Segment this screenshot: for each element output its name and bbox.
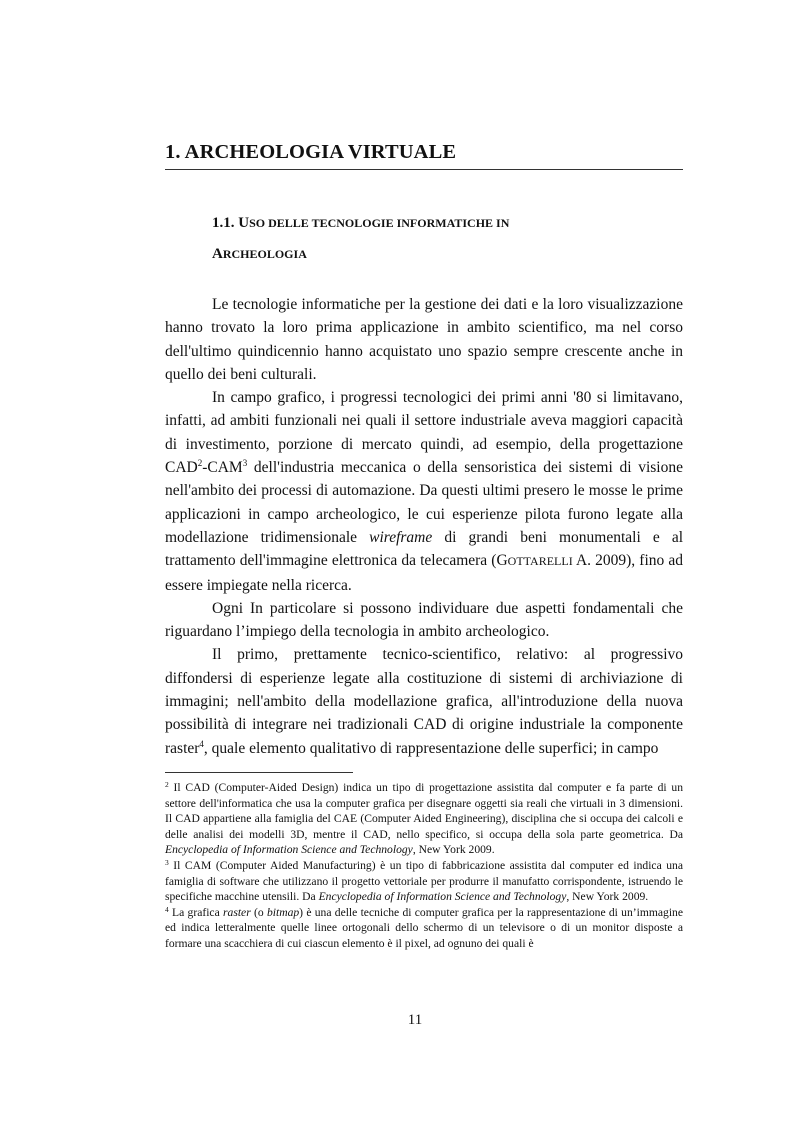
footnote-ref-3: 3 xyxy=(242,458,248,469)
page-number: 11 xyxy=(407,1012,423,1028)
paragraph-4-part-b: , quale elemento qualitativo di rappresentazione delle superfici; in campo xyxy=(203,739,659,757)
bitmap-term: bitmap xyxy=(266,905,300,919)
footnote-4-text-c: ) è una delle tecniche di computer grafica per la rappresentazione di un’immagine ed indica letteralmente quelle linee ortogonali dello schermo di un televisore o di un monitor disposte a formare una scacchiera di cui ciascun elemento è il pixel, ad ognuno dei quali è xyxy=(165,905,683,950)
footnote-3-number: 3 xyxy=(165,857,169,867)
footnote-2-source: Encyclopedia of Information Science and Technology xyxy=(165,843,413,857)
footnote-2-number: 2 xyxy=(165,780,169,789)
footnote-4 xyxy=(165,905,683,952)
paragraph-2 xyxy=(165,386,683,597)
footnote-3-source: Encyclopedia of Information Science and Technology xyxy=(318,890,567,904)
footnote-separator xyxy=(165,772,353,773)
wireframe-term: wireframe xyxy=(369,528,433,546)
paragraph-2-part-d: di grandi beni monumentali e al trattamento dell'immagine elettronica da telecamera ( xyxy=(165,528,684,570)
section-heading-line-1 xyxy=(212,215,683,232)
section-number: 1.1. xyxy=(212,215,239,231)
paragraph-2-part-b: -CAM xyxy=(202,459,243,477)
footnote-4-text-b: (o xyxy=(250,905,267,919)
section-heading-line-2 xyxy=(212,246,683,263)
footnotes xyxy=(165,780,683,952)
paragraph-2-part-c: dell'industria meccanica o della sensoristica dei sistemi di visione nell'ambito dei processi di automazione. Da questi ultimi presero le mosse le prime applicazioni in campo archeologico, le cui esperienze pilota furono legate alla modellazione tridimensionale xyxy=(165,459,683,546)
paragraph-4 xyxy=(165,643,683,759)
footnote-3 xyxy=(165,858,683,905)
section-heading-smallcaps-2: RCHEOLOGIA xyxy=(222,247,307,261)
footnote-ref-4: 4 xyxy=(199,738,204,749)
paragraph-3: Ogni In particolare si possono individuare due aspetti fondamentali che riguardano l’impiego della tecnologia in ambito archeologico. xyxy=(165,599,683,641)
citation-author-smallcaps: OTTARELLI xyxy=(507,554,573,569)
section-heading-smallcaps: SO DELLE TECNOLOGIE INFORMATICHE IN xyxy=(249,216,510,230)
body-text xyxy=(165,293,683,760)
footnote-2-text-b: , New York 2009. xyxy=(412,843,495,857)
section-heading-initial: U xyxy=(238,215,250,231)
paragraph-1: Le tecnologie informatiche per la gestione dei dati e la loro visualizzazione hanno trovato la loro prima applicazione in ambito scientifico, ma nel corso dell'ultimo quindicennio hanno acquistato uno spazio sempre crescente anche in quello dei beni culturali. xyxy=(165,296,683,383)
footnote-2 xyxy=(165,780,683,858)
paragraph-2-part-e: A. 2009), fino ad essere impiegate nella ricerca. xyxy=(165,552,683,594)
chapter-rule xyxy=(165,169,683,170)
footnote-3-text-b: , New York 2009. xyxy=(566,890,649,904)
footnote-2-text-a: Il CAD (Computer-Aided Design) indica un tipo di progettazione assistita dal computer e fa parte di un settore dell'informatica che usa la computer grafica per disegnare oggetti sia reali che virtuali in 3 dimensioni. Il CAD appartiene alla famiglia del CAE (Computer Aided Engineering), disciplina che si occupa dei calcoli e delle analisi dei modelli 3D, mentre il CAD, nello specifico, si occupa della sola parte geometrica. Da xyxy=(165,781,683,841)
raster-term: raster xyxy=(223,905,251,919)
section-heading-initial-2: A xyxy=(212,246,223,262)
footnote-4-number: 4 xyxy=(165,904,169,914)
chapter-title: 1. ARCHEOLOGIA VIRTUALE xyxy=(165,141,457,163)
citation-author-initial: G xyxy=(496,552,508,570)
footnote-4-text-a: La grafica xyxy=(168,905,224,919)
footnote-3-text-a: Il CAM (Computer Aided Manufacturing) è un tipo di fabbricazione assistita dal computer ed indica una famiglia di software che utilizzano il progetto vettoriale per produrre il manufatto corrispondente, istruendo le specifiche macchine utensili. Da xyxy=(165,858,683,904)
footnote-ref-2: 2 xyxy=(197,458,203,469)
paragraph-4-part-a: Il primo, prettamente tecnico-scientifico, relativo: al progressivo diffondersi di esperienze legate alla costituzione di sistemi di archiviazione di immagini; nell'ambito della modellazione grafica, all'introduzione della nuova possibilità di integrare nei tradizionali CAD di origine industriale la componente raster xyxy=(165,646,683,757)
paragraph-2-part-a: In campo grafico, i progressi tecnologici dei primi anni '80 si limitavano, infatti, ad ambiti funzionali nei quali il settore industriale aveva maggiori capacità di investimento, porzione di mercato quindi, ad esempio, della progettazione CAD xyxy=(165,389,683,477)
